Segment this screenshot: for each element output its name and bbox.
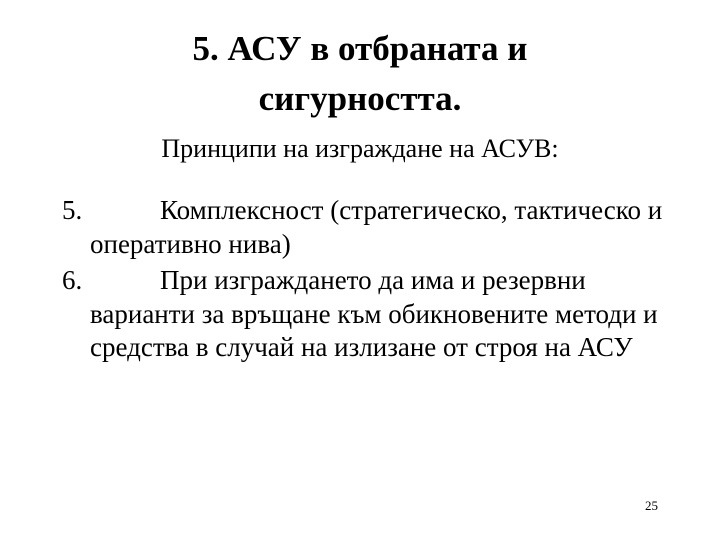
principles-list (62, 194, 682, 368)
slide-subtitle: Принципи на изграждане на АСУВ: (161, 134, 559, 163)
list-item-number: 5. (62, 195, 83, 225)
list-item (62, 194, 682, 261)
list-item-text: Комплексност (стратегическо, тактическо и оперативно нива) (90, 195, 663, 259)
slide-title-line-2: сигурността. (258, 79, 462, 118)
list-item-number: 6. (62, 265, 83, 295)
page-number: 25 (645, 498, 658, 513)
list-item (62, 264, 682, 365)
slide-title (60, 24, 660, 124)
list-item-text: При изграждането да има и резервни варианти за връщане към обикновените методи и средства в случай на излизане от строя на АСУ (90, 265, 658, 362)
slide-title-line-1: 5. АСУ в отбраната и (192, 29, 528, 68)
